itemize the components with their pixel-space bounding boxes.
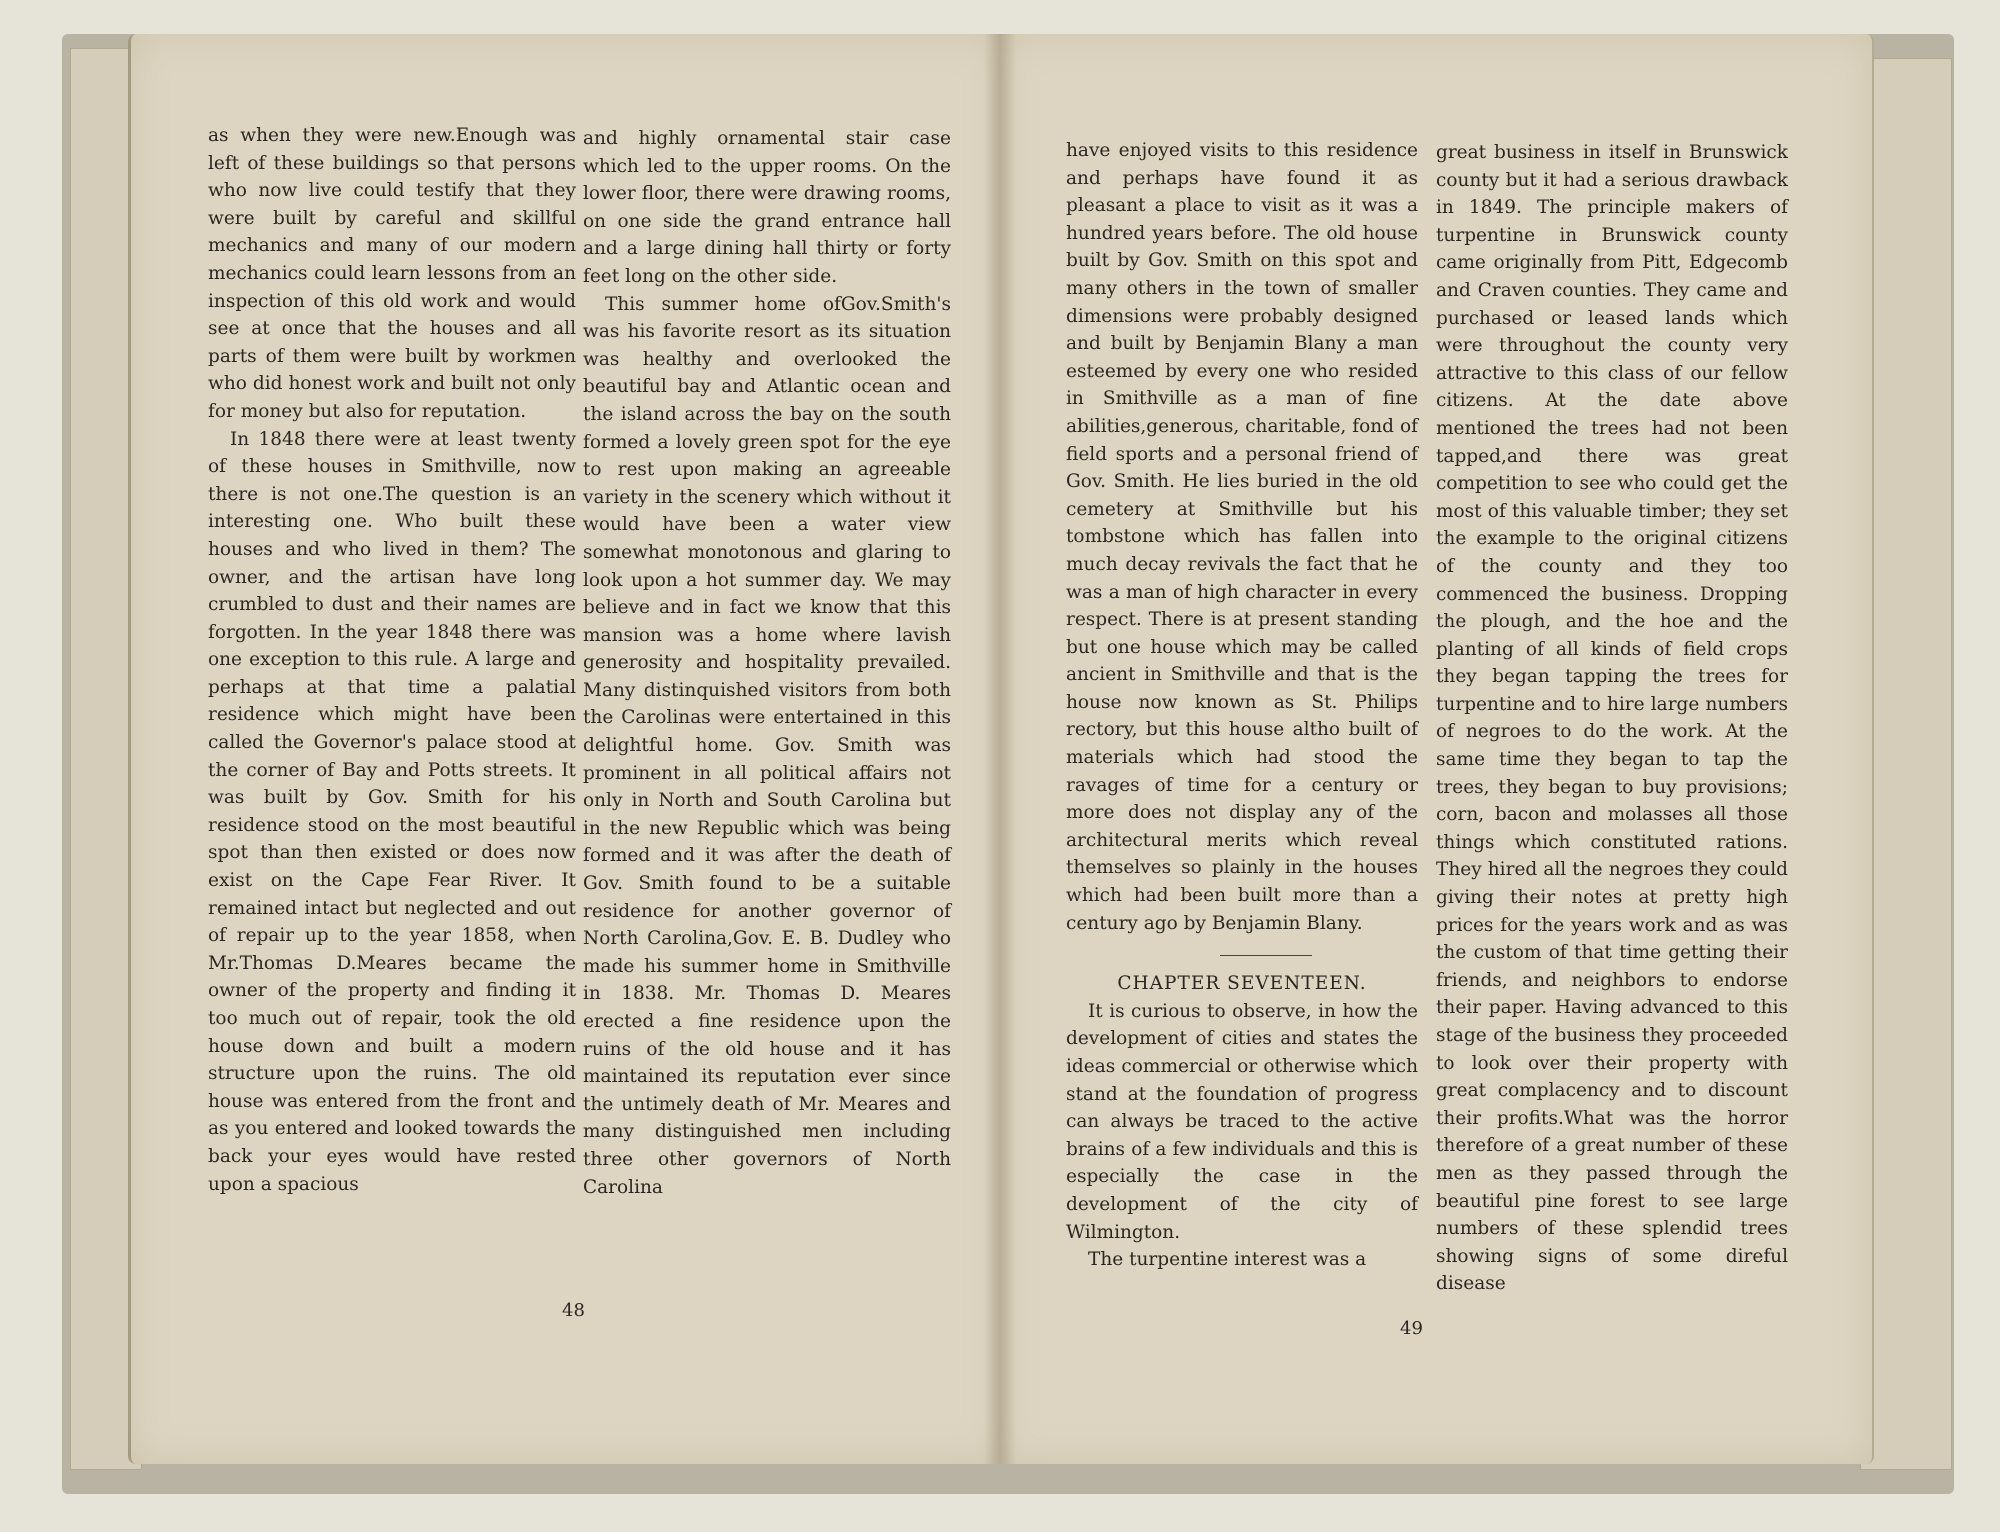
paragraph: and highly ornamental stair case which led to the upper rooms. On the lower floor, there were drawing rooms, on one side the grand entrance hall and a large dining hall thirty or forty feet long on the other side. [583, 128, 951, 287]
right-page-column-2 [1436, 139, 1788, 1298]
section-divider [1220, 955, 1312, 956]
right-page-column-1 [1066, 137, 1418, 1274]
page-number-right: 49 [1400, 1318, 1423, 1339]
chapter-heading: CHAPTER SEVENTEEN. [1117, 973, 1367, 995]
page-number-left: 48 [562, 1300, 585, 1321]
paragraph: as when they were new.Enough was left of these buildings so that persons who now live could testify that they were built by careful and skillful mechanics and many of our modern mechanics could learn lessons from an inspection of this old work and would see at once that the houses and all parts of them were built by workmen who did honest work and built not only for money but also for reputation. [208, 125, 576, 422]
paragraph: The turpentine interest was a [1088, 1249, 1367, 1271]
paragraph: It is curious to observe, in how the development of cities and states the ideas commercial or otherwise which stand at the foundation of progress can always be traced to the active brains of a few individuals and this is especially the case in the development of the city of Wilmington. [1066, 1000, 1418, 1243]
paragraph: This summer home ofGov.Smith's was his favorite resort as its situation was healthy and overlooked the beautiful bay and Atlantic ocean and the island across the bay on the south formed a lovely green spot for the eye to rest upon making an agreeable variety in the scenery which without it would have been a water view somewhat monotonous and glaring to look upon a hot summer day. We may believe and in fact we know that this mansion was a home where lavish generosity and hospitality prevailed. Many distinquished visitors from both the Carolinas were entertained in this delightful home. Gov. Smith was prominent in all political affairs not only in North and South Carolina but in the new Republic which was being formed and it was after the death of Gov. Smith found to be a suitable residence for another governor of North Carolina,Gov. E. B. Dudley who made his summer home in Smithville in 1838. Mr. Thomas D. Meares erected a fine residence upon the ruins of the old house and it has maintained its reputation ever since the untimely death of Mr. Meares and many distinguished men including three other governors of North Carolina [583, 293, 951, 1198]
paragraph: have enjoyed visits to this residence and perhaps have found it as pleasant a place to visit as it was a hundred years before. The old house built by Gov. Smith on this spot and many others in the town of smaller dimensions were probably designed and built by Benjamin Blany a man esteemed by every one who resided in Smithville as a man of fine abilities,generous, charitable, fond of field sports and a personal friend of Gov. Smith. He lies buried in the old cemetery at Smithville but his tombstone which has fallen into much decay revivals the fact that he was a man of high character in every respect. There is at present standing but one house which may be called ancient in Smithville and that is the house now known as St. Philips rectory, but this house altho built of materials which had stood the ravages of time for a century or more does not display any of the architectural merits which reveal themselves so plainly in the houses which had been built more than a century ago by Benjamin Blany. [1066, 140, 1418, 934]
paragraph: great business in itself in Brunswick county but it had a serious drawback in 1849. The principle makers of turpentine in Brunswick county came originally from Pitt, Edgecomb and Craven counties. They came and purchased or leased lands which were throughout the county very attractive to this class of our fellow citizens. At the date above mentioned the trees had not been tapped,and there was great competition to see who could get the most of this valuable timber; they set the example to the original citizens of the county and they too commenced the business. Dropping the plough, and the hoe and the planting of all kinds of field crops they began tapping the trees for turpentine and to hire large numbers of negroes to do the work. At the same time they began to tap the trees, they began to buy provisions; corn, bacon and molasses all those things which constituted rations. They hired all the negroes they could giving their notes at pretty high prices for the years work and as was the custom of that time getting their friends, and neighbors to endorse their paper. Having advanced to this stage of the business they proceeded to look over their property with great complacency and to discount their profits.What was the horror therefore of a great number of these men as they passed through the beautiful pine forest to see large numbers of these splendid trees showing signs of some direful disease [1436, 142, 1788, 1295]
left-page-column-2 [583, 125, 951, 1201]
paragraph: In 1848 there were at least twenty of these houses in Smithville, now there is not one.The question is an interesting one. Who built these houses and who lived in them? The owner, and the artisan have long crumbled to dust and their names are forgotten. In the year 1848 there was one exception to this rule. A large and perhaps at that time a palatial residence which might have been called the Governor's palace stood at the corner of Bay and Potts streets. It was built by Gov. Smith for his residence stood on the most beautiful spot than then existed or does now exist on the Cape Fear River. It remained intact but neglected and out of repair up to the year 1858, when Mr.Thomas D.Meares became the owner of the property and finding it too much out of repair, took the old house down and built a modern structure upon the ruins. The old house was entered from the front and as you entered and looked towards the back your eyes would have rested upon a spacious [208, 428, 576, 1195]
left-page-column-1 [208, 122, 576, 1198]
book-gutter [984, 34, 1016, 1464]
